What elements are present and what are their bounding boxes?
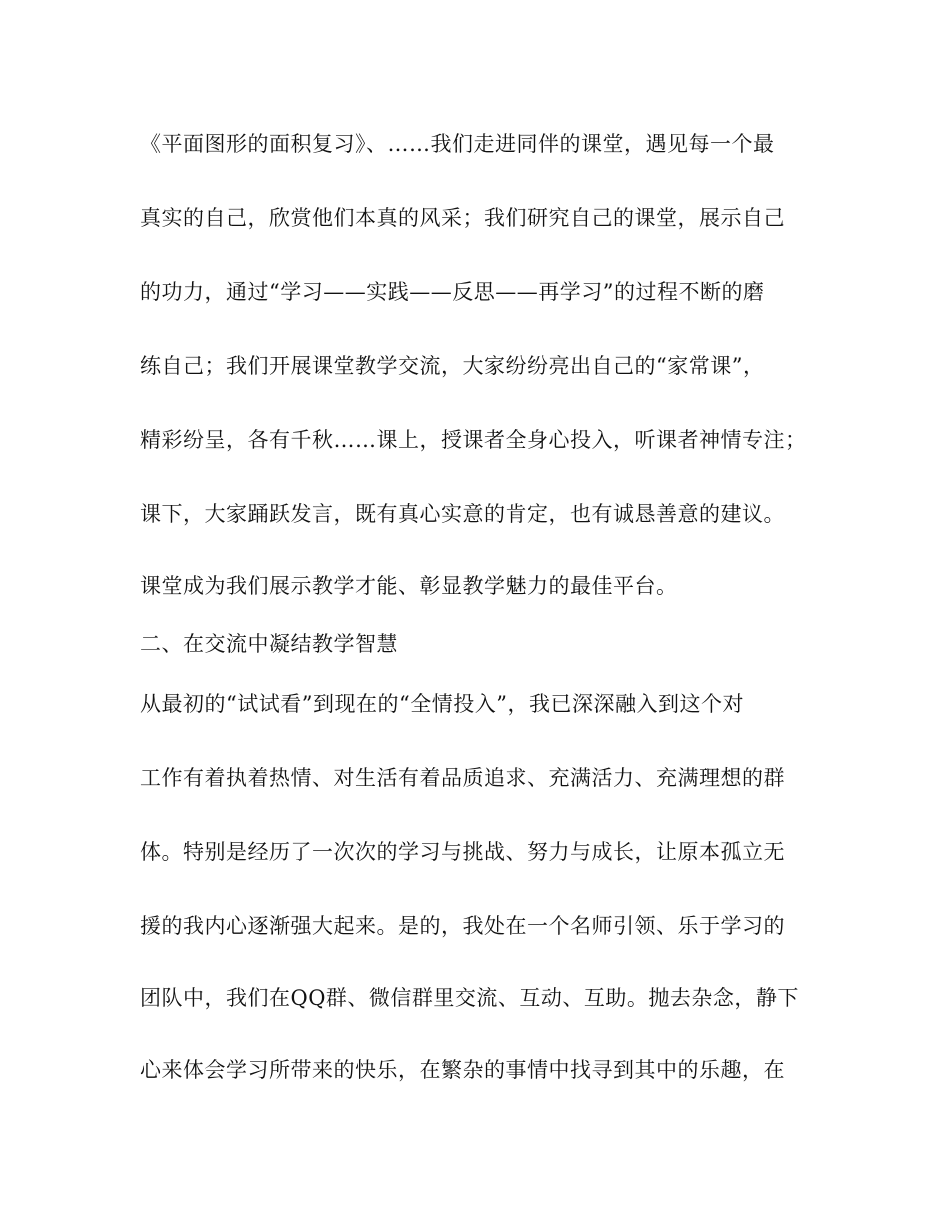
text-line: 《平面图形的面积复习》、……我们走进同伴的课堂，遇见每一个最	[140, 132, 775, 156]
text-line: 团队中，我们在QQ群、微信群里交流、互动、互助。抛去杂念，静下	[140, 986, 799, 1010]
section-heading: 二、在交流中凝结教学智慧	[140, 632, 398, 656]
text-line: 课下，大家踊跃发言，既有真心实意的肯定，也有诚恳善意的建议。	[140, 502, 785, 526]
text-line: 练自己；我们开展课堂教学交流，大家纷纷亮出自己的“家常课”，	[140, 354, 765, 378]
text-line: 工作有着执着热情、对生活有着品质追求、充满活力、充满理想的群	[140, 766, 785, 790]
text-line: 课堂成为我们展示教学才能、彰显教学魅力的最佳平台。	[140, 574, 678, 598]
text-line: 从最初的“试试看”到现在的“全情投入”，我已深深融入到这个对	[140, 692, 744, 716]
text-line: 援的我内心逐渐强大起来。是的，我处在一个名师引领、乐于学习的	[140, 914, 785, 938]
text-line: 心来体会学习所带来的快乐，在繁杂的事情中找寻到其中的乐趣，在	[140, 1058, 785, 1082]
text-line: 的功力，通过“学习——实践——反思——再学习”的过程不断的磨	[140, 280, 765, 304]
text-line: 真实的自己，欣赏他们本真的风采；我们研究自己的课堂，展示自己	[140, 206, 785, 230]
text-line: 体。特别是经历了一次次的学习与挑战、努力与成长，让原本孤立无	[140, 840, 785, 864]
text-line: 精彩纷呈，各有千秋……课上，授课者全身心投入，听课者神情专注；	[140, 428, 807, 452]
